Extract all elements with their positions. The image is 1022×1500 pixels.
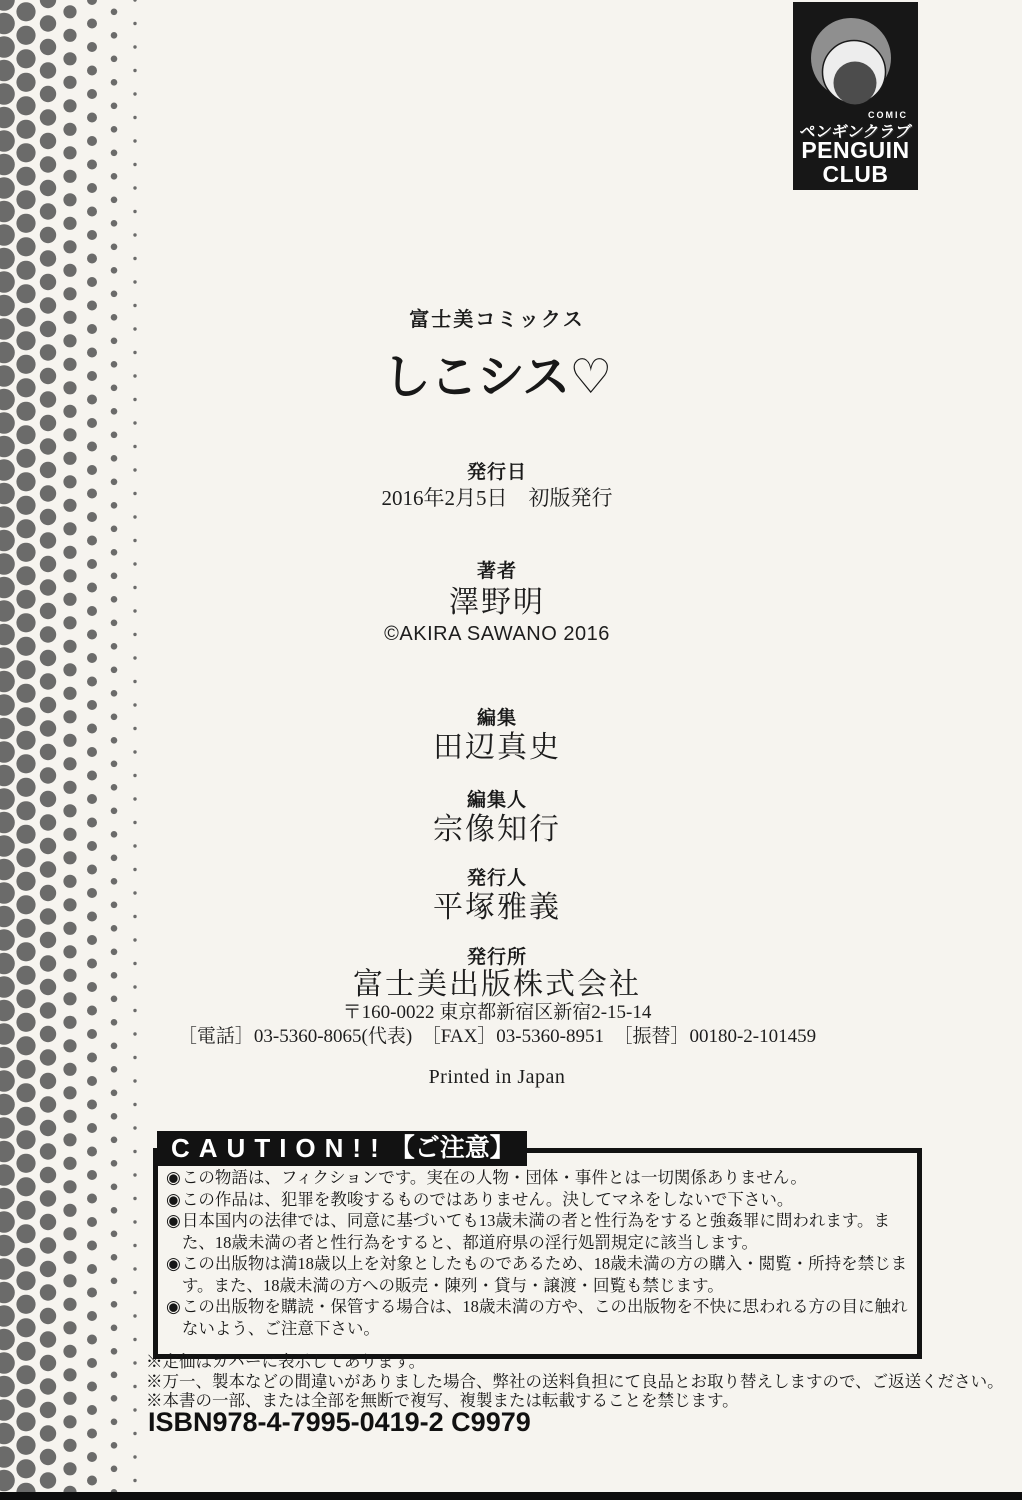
caution-item: ◉ この出版物を購読・保管する場合は、18歳未満の方や、この出版物を不快に思われる方の目に触れないよう、ご注意下さい。 bbox=[166, 1297, 908, 1338]
bullet-icon: ◉ bbox=[166, 1254, 181, 1273]
caution-header-jp: 【ご注意】 bbox=[389, 1135, 515, 1162]
bullet-icon: ◉ bbox=[166, 1168, 181, 1187]
publish-date-label: 発行日 bbox=[466, 462, 527, 483]
isbn-line: ISBN978-4-7995-0419-2 C9979 bbox=[148, 1407, 531, 1437]
footer-notes bbox=[146, 1352, 1004, 1411]
footer-note: ※本書の一部、または全部を無断で複写、複製または転載することを禁じます。 bbox=[146, 1391, 739, 1410]
caution-header bbox=[157, 1131, 527, 1166]
logo-name-line1: PENGUIN bbox=[801, 137, 910, 163]
imprint: 富士美コミックス bbox=[409, 309, 585, 331]
editor-name: 田辺真史 bbox=[433, 731, 561, 764]
caution-item: ◉ 日本国内の法律では、同意に基づいても13歳未満の者と性行為をすると強姦罪に問われます。また、18歳未満の者と性行為をすると、都道府県の淫行処罰規定に該当します。 bbox=[166, 1211, 891, 1252]
caution-item: ◉ この物語は、フィクションです。実在の人物・団体・事件とは一切関係ありません。 bbox=[166, 1168, 807, 1187]
printed-in-japan: Printed in Japan bbox=[428, 1066, 566, 1088]
caution-header-en: CAUTION!! bbox=[171, 1133, 388, 1163]
publisher-contact: ［電話］03-5360-8065(代表) ［FAX］03-5360-8951 ［振替］00180-2-101459 bbox=[177, 1026, 817, 1047]
chief-editor-label: 編集人 bbox=[466, 790, 527, 811]
bullet-icon: ◉ bbox=[166, 1211, 181, 1230]
logo-name-line2: CLUB bbox=[822, 161, 889, 187]
logo-katakana-text: ペンギンクラブ bbox=[798, 124, 913, 141]
author-name: 澤野明 bbox=[449, 586, 545, 619]
caution-item: ◉ この出版物は満18歳以上を対象としたものであるため、18歳未満の方の購入・閲覧・所持を禁じます。また、18歳未満の方への販売・陳列・貸与・譲渡・回覧も禁じます。 bbox=[166, 1254, 908, 1295]
chief-editor-name: 宗像知行 bbox=[433, 813, 561, 846]
penguin-club-logo bbox=[793, 2, 918, 190]
publisher-name: 富士美出版株式会社 bbox=[353, 968, 641, 1001]
caution-item: ◉ この作品は、犯罪を教唆するものではありません。決してマネをしないで下さい。 bbox=[166, 1189, 794, 1209]
copyright-line: ©AKIRA SAWANO 2016 bbox=[384, 623, 610, 645]
publish-date: 2016年2月5日 初版発行 bbox=[381, 486, 613, 510]
footer-note: ※定価はカバーに表示してあります。 bbox=[146, 1352, 426, 1371]
footer-note: ※万一、製本などの間違いがありました場合、弊社の送料負担にて良品とお取り替えしますので、ご返送ください。 bbox=[146, 1371, 1004, 1391]
editor-label: 編集 bbox=[476, 708, 517, 729]
caution-box bbox=[153, 1133, 922, 1359]
publisher-address: 〒160-0022 東京都新宿区新宿2-15-14 bbox=[342, 1002, 652, 1023]
logo-comic-text: COMIC bbox=[868, 110, 908, 120]
issuer-name: 平塚雅義 bbox=[433, 891, 561, 924]
bullet-icon: ◉ bbox=[166, 1189, 181, 1209]
author-label: 著者 bbox=[476, 561, 517, 582]
bullet-icon: ◉ bbox=[166, 1297, 181, 1316]
publisher-label: 発行所 bbox=[466, 947, 527, 968]
book-title: しこシス♡ bbox=[382, 351, 612, 404]
page-bottom-edge bbox=[0, 1492, 1022, 1500]
issuer-label: 発行人 bbox=[466, 868, 527, 889]
